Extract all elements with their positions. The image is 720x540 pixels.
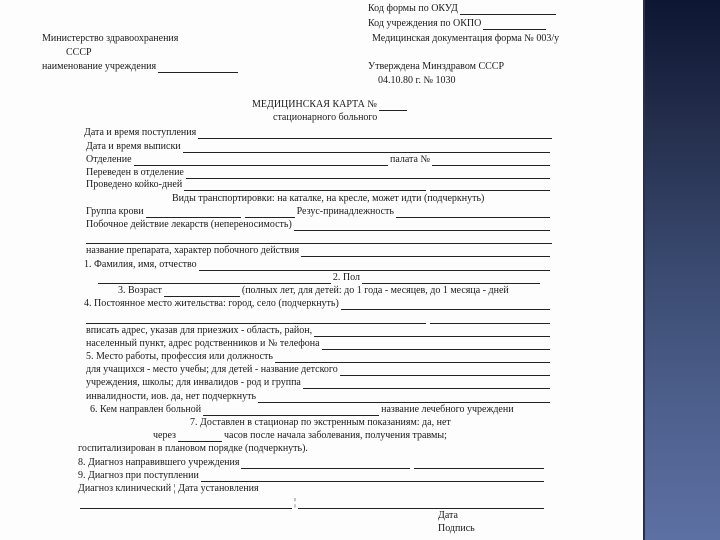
department-label: Отделение bbox=[86, 154, 132, 165]
name-field[interactable] bbox=[199, 260, 550, 271]
page-title bbox=[252, 99, 409, 111]
residence-field[interactable] bbox=[341, 299, 550, 310]
date-label: Дата bbox=[438, 510, 458, 521]
disability-label: инвалидности, иов. да, нет подчеркнуть bbox=[86, 391, 257, 402]
blood-label: Группа крови bbox=[86, 206, 144, 217]
work-row bbox=[86, 351, 552, 363]
bed-days-label: Проведено койко-дней bbox=[86, 179, 183, 190]
admission-field[interactable] bbox=[198, 128, 552, 139]
admission-row bbox=[84, 127, 554, 139]
drug-label: название препарата, характер побочного действия bbox=[86, 245, 300, 256]
side-effect-row bbox=[86, 219, 552, 231]
okpo-label: Код учреждения по ОКПО bbox=[368, 18, 482, 29]
department-field[interactable] bbox=[134, 155, 388, 166]
page-subtitle: стационарного больного bbox=[273, 112, 378, 123]
diag-date-field[interactable] bbox=[298, 498, 544, 509]
decorative-side-panel bbox=[643, 0, 720, 540]
work-field[interactable] bbox=[275, 352, 550, 363]
name-row bbox=[84, 259, 552, 271]
diag-ref-field-2[interactable] bbox=[414, 458, 544, 469]
ward-label: палата № bbox=[389, 154, 430, 165]
address1-label: вписать адрес, указав для приезжих - область, район, bbox=[86, 325, 313, 336]
rhesus-label: Резус-принадлежность bbox=[296, 206, 394, 217]
name-field-2[interactable] bbox=[98, 273, 331, 284]
form-number: Медицинская документация форма № 003/у bbox=[372, 33, 560, 44]
schools-field[interactable] bbox=[303, 378, 550, 389]
diag-ref-row bbox=[78, 457, 546, 469]
institution-row bbox=[42, 61, 240, 73]
blood-row bbox=[86, 206, 552, 218]
residence-label: 4. Постоянное место жительства: город, село (подчеркнуть) bbox=[84, 298, 339, 309]
bed-days-row bbox=[86, 179, 552, 191]
address2-label: населенный пункт, адрес родственников и № телефона bbox=[86, 338, 320, 349]
age-row bbox=[118, 285, 509, 297]
address2-field[interactable] bbox=[322, 339, 550, 350]
students-row bbox=[86, 364, 552, 376]
signature-label: Подпись bbox=[438, 523, 475, 534]
blood-field-2[interactable] bbox=[245, 207, 295, 218]
diag-clin-row: Диагноз клинический ¦ Дата установления bbox=[78, 483, 259, 494]
diag-adm-field[interactable] bbox=[201, 471, 544, 482]
planned-row: госпитализирован в плановом порядке (подчеркнуть). bbox=[78, 443, 308, 454]
ministry: Министерство здравоохранения bbox=[42, 33, 179, 44]
disability-field[interactable] bbox=[258, 392, 550, 403]
drug-field[interactable] bbox=[301, 246, 550, 257]
residence-line bbox=[84, 312, 552, 324]
okud-label: Код формы по ОКУД bbox=[368, 3, 458, 14]
bed-days-field[interactable] bbox=[184, 180, 426, 191]
address1-row bbox=[86, 325, 552, 337]
hours-row bbox=[153, 430, 447, 442]
referred-note: название лечебного учреждени bbox=[381, 404, 514, 415]
sex-field[interactable] bbox=[362, 273, 540, 284]
institution-field[interactable] bbox=[158, 62, 238, 73]
diag-adm-row bbox=[78, 470, 546, 482]
address2-row bbox=[86, 338, 552, 350]
disability-row bbox=[86, 391, 552, 403]
ward-field[interactable] bbox=[432, 155, 550, 166]
schools-label: учреждения, школы; для инвалидов - род и группа bbox=[86, 377, 301, 388]
separator: ¦ bbox=[294, 497, 297, 508]
residence-field-3[interactable] bbox=[430, 313, 550, 324]
sex-row bbox=[96, 272, 542, 284]
name-label: 1. Фамилия, имя, отчество bbox=[84, 259, 197, 270]
institution-label: наименование учреждения bbox=[42, 61, 157, 72]
transferred-field[interactable] bbox=[186, 168, 550, 179]
title-label: МЕДИЦИНСКАЯ КАРТА № bbox=[252, 99, 377, 110]
okpo-field[interactable] bbox=[483, 19, 546, 30]
work-label: 5. Место работы, профессия или должность bbox=[86, 351, 273, 362]
transport-row: Виды транспортировки: на каталке, на кресле, может идти (подчеркнуть) bbox=[172, 193, 485, 204]
okpo-row bbox=[368, 18, 548, 30]
age-field[interactable] bbox=[164, 286, 240, 297]
okud-row bbox=[368, 3, 558, 15]
blood-field[interactable] bbox=[146, 207, 241, 218]
diag-clin-field[interactable] bbox=[80, 498, 292, 509]
schools-row bbox=[86, 377, 552, 389]
residence-field-2[interactable] bbox=[86, 313, 426, 324]
residence-row bbox=[84, 298, 552, 310]
rhesus-field[interactable] bbox=[396, 207, 550, 218]
side-effect-label: Побочное действие лекарств (непереносимость) bbox=[86, 219, 292, 230]
drug-row bbox=[86, 245, 552, 257]
referred-label: 6. Кем направлен больной bbox=[90, 404, 202, 415]
ussr: СССР bbox=[66, 47, 92, 58]
diag-ref-label: 8. Диагноз направившего учреждения bbox=[78, 457, 240, 468]
through-label: через bbox=[153, 430, 176, 441]
address1-field[interactable] bbox=[314, 326, 550, 337]
card-number-field[interactable] bbox=[379, 100, 407, 111]
hours-field[interactable] bbox=[178, 431, 222, 442]
transferred-label: Переведен в отделение bbox=[86, 167, 184, 178]
side-effect-field-2[interactable] bbox=[86, 233, 552, 244]
students-field[interactable] bbox=[340, 365, 550, 376]
approved: Утверждена Минздравом СССР bbox=[368, 61, 505, 72]
age-label: 3. Возраст bbox=[118, 285, 162, 296]
admission-label: Дата и время поступления bbox=[84, 127, 197, 138]
hours-label: часов после начала заболевания, получения травмы; bbox=[223, 430, 447, 441]
referred-field[interactable] bbox=[203, 405, 379, 416]
side-effect-line bbox=[84, 232, 554, 244]
referred-row bbox=[90, 404, 514, 416]
students-label: для учащихся - место учебы; для детей - название детского bbox=[86, 364, 338, 375]
approved-date: 04.10.80 г. № 1030 bbox=[378, 75, 456, 86]
diag-adm-label: 9. Диагноз при поступлении bbox=[78, 470, 199, 481]
discharge-label: Дата и время выписки bbox=[86, 141, 181, 152]
bed-days-field-2[interactable] bbox=[430, 180, 550, 191]
discharge-field[interactable] bbox=[183, 142, 550, 153]
transferred-row bbox=[86, 167, 552, 179]
department-row bbox=[86, 154, 552, 166]
sex-label: 2. Пол bbox=[332, 272, 360, 283]
okud-field[interactable] bbox=[460, 4, 556, 15]
diag-ref-field[interactable] bbox=[241, 458, 410, 469]
side-effect-field[interactable] bbox=[294, 220, 550, 231]
emergency-row: 7. Доставлен в стационар по экстренным показаниям: да, нет bbox=[190, 417, 451, 428]
age-note: (полных лет, для детей: до 1 года - месяцев, до 1 месяца - дней bbox=[241, 285, 509, 296]
diag-clin-line bbox=[78, 497, 546, 509]
discharge-row bbox=[86, 141, 552, 153]
